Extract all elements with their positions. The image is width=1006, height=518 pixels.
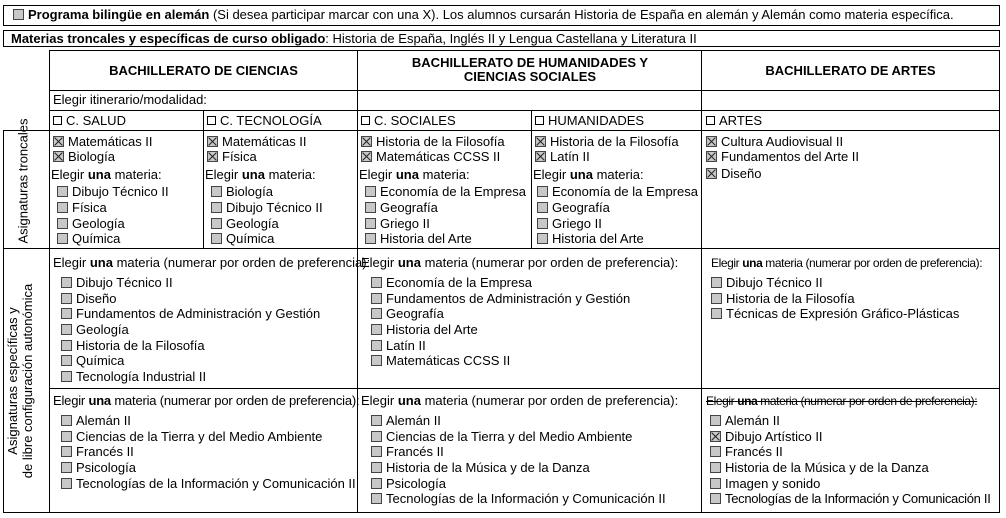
modalidad-label: HUMANIDADES xyxy=(548,113,645,128)
header-artes: BACHILLERATO DE ARTES xyxy=(765,63,936,78)
choose-label: Elegir una materia: xyxy=(205,167,316,182)
option-label: Psicología xyxy=(76,460,136,475)
mandatory-list: : Historia de España, Inglés II y Lengua Castellana y Literatura II xyxy=(325,31,697,46)
side-label-text: Asignaturas troncales xyxy=(15,118,31,244)
checked-box-icon xyxy=(361,136,372,147)
option-checkbox[interactable] xyxy=(537,218,548,229)
header-ciencias: BACHILLERATO DE CIENCIAS xyxy=(109,63,298,78)
fixed-subject xyxy=(361,150,500,164)
choose-label: Elegir una materia (numerar por orden de preferencia): xyxy=(361,255,679,270)
option-label: Tecnología Industrial II xyxy=(76,369,207,384)
option-checkbox[interactable] xyxy=(371,431,382,442)
option-checkbox[interactable] xyxy=(211,233,222,244)
option-item[interactable] xyxy=(371,445,444,459)
subject-label: Matemáticas II xyxy=(68,134,153,149)
checked-box-icon xyxy=(706,151,717,162)
bilingual-title: Programa bilingüe en alemán xyxy=(28,7,210,22)
subject-label: Matemáticas II xyxy=(222,134,307,149)
modalidad-sociales[interactable] xyxy=(361,114,456,128)
option-checkbox[interactable] xyxy=(371,277,382,288)
fixed-subject xyxy=(53,150,115,164)
subject-label: Latín II xyxy=(550,149,590,164)
option-label: Diseño xyxy=(76,291,117,306)
option-item[interactable] xyxy=(61,307,320,321)
option-label: Historia de la Música y de la Danza xyxy=(725,460,929,475)
option-label: Economía de la Empresa xyxy=(380,184,526,199)
option-item[interactable] xyxy=(711,292,855,306)
option-item[interactable] xyxy=(371,276,532,290)
option-label: Imagen y sonido xyxy=(725,476,821,491)
modalidad-label: C. SALUD xyxy=(66,113,126,128)
option-checkbox[interactable] xyxy=(211,202,222,213)
checked-box-icon xyxy=(706,136,717,147)
itinerario-label: Elegir itinerario/modalidad: xyxy=(53,92,207,107)
modalidad-tecnologia[interactable] xyxy=(207,114,322,128)
option-checkbox[interactable] xyxy=(365,218,376,229)
option-label: Geografía xyxy=(552,200,610,215)
option-label: Economía de la Empresa xyxy=(552,185,698,199)
option-checkbox[interactable] xyxy=(371,478,382,489)
option-checkbox[interactable] xyxy=(61,324,72,335)
subject-label: Historia de la Filosofía xyxy=(550,134,679,149)
option-item[interactable] xyxy=(371,461,590,475)
option-label: Alemán II xyxy=(76,413,131,428)
checked-box-icon xyxy=(53,151,64,162)
option-checkbox[interactable] xyxy=(57,186,68,197)
option-checkbox[interactable] xyxy=(365,202,376,213)
option-checkbox[interactable] xyxy=(61,355,72,366)
option-label: Química xyxy=(226,231,275,246)
mandatory-title: Materias troncales y específicas de curso obligado xyxy=(11,31,326,46)
option-checkbox[interactable] xyxy=(371,355,382,366)
side-label-especificas xyxy=(5,256,37,506)
option-item[interactable] xyxy=(61,354,124,368)
option-label: Biología xyxy=(226,184,273,199)
option-item[interactable] xyxy=(365,217,430,231)
checked-box-icon xyxy=(207,151,218,162)
fixed-subject xyxy=(706,150,859,164)
option-checkbox[interactable] xyxy=(57,233,68,244)
option-item[interactable] xyxy=(371,323,478,337)
option-checkbox[interactable] xyxy=(61,371,72,382)
option-checkbox[interactable] xyxy=(710,462,721,473)
side-label-troncales xyxy=(15,118,31,244)
fixed-subject xyxy=(706,135,843,149)
subject-label: Historia de la Filosofía xyxy=(376,134,505,149)
option-label: Economía de la Empresa xyxy=(386,275,532,290)
option-checkbox[interactable] xyxy=(371,462,382,473)
option-label: Tecnologías de la Información y Comunicación II xyxy=(386,491,666,506)
option-checkbox[interactable] xyxy=(365,233,376,244)
option-item[interactable] xyxy=(710,414,780,428)
option-item[interactable] xyxy=(537,217,602,231)
option-item[interactable] xyxy=(61,445,134,459)
option-checkbox[interactable] xyxy=(371,415,382,426)
fixed-subject xyxy=(706,167,761,181)
choose-label: Elegir una materia (numerar por orden de preferencia): xyxy=(53,393,360,408)
option-label: Física xyxy=(72,200,107,215)
checked-box-icon[interactable] xyxy=(710,431,721,442)
fixed-subject xyxy=(207,135,307,149)
salud-checkbox[interactable] xyxy=(53,116,62,125)
option-item[interactable] xyxy=(710,492,998,506)
option-item[interactable] xyxy=(537,201,610,215)
option-item[interactable] xyxy=(711,276,823,290)
option-item[interactable] xyxy=(371,339,426,353)
artes-checkbox[interactable] xyxy=(706,116,715,125)
option-label: Psicología xyxy=(386,476,446,491)
subject-label: Cultura Audiovisual II xyxy=(721,134,844,149)
option-item[interactable] xyxy=(61,461,136,475)
choose-label-struck: Elegir una materia (numerar por orden de preferencia): xyxy=(706,394,978,408)
option-item[interactable] xyxy=(57,201,107,215)
option-item[interactable] xyxy=(57,232,120,246)
humanidades-checkbox[interactable] xyxy=(535,116,544,125)
modalidad-humanidades[interactable] xyxy=(535,114,644,128)
fixed-subject xyxy=(361,135,505,149)
option-checkbox[interactable] xyxy=(57,218,68,229)
option-label: Geografía xyxy=(380,200,438,215)
option-item[interactable] xyxy=(537,185,701,199)
option-item[interactable] xyxy=(61,276,173,290)
option-item[interactable] xyxy=(371,430,632,444)
option-checkbox[interactable] xyxy=(537,186,548,197)
option-item[interactable] xyxy=(365,232,472,246)
option-label: Dibujo Técnico II xyxy=(72,184,169,199)
option-item[interactable] xyxy=(537,232,644,246)
option-item[interactable] xyxy=(61,414,131,428)
choose-label: Elegir una materia (numerar por orden de preferencia): xyxy=(53,255,371,270)
option-label: Tecnologías de la Información y Comunicación II xyxy=(76,477,356,491)
option-label: Historia de la Filosofía xyxy=(726,291,855,306)
option-item[interactable] xyxy=(61,323,129,337)
option-checkbox[interactable] xyxy=(537,202,548,213)
option-item-checked[interactable] xyxy=(710,430,823,444)
option-item[interactable] xyxy=(371,492,666,506)
option-item[interactable] xyxy=(61,477,356,491)
checked-box-icon xyxy=(53,136,64,147)
option-checkbox[interactable] xyxy=(371,446,382,457)
option-item[interactable] xyxy=(371,307,444,321)
option-label: Geología xyxy=(76,322,129,337)
option-label: Latín II xyxy=(386,338,426,353)
option-item[interactable] xyxy=(710,445,783,459)
option-label: Francés II xyxy=(386,444,444,459)
modalidad-artes[interactable] xyxy=(706,114,762,128)
option-checkbox[interactable] xyxy=(61,308,72,319)
checked-box-icon xyxy=(535,151,546,162)
checked-box-icon xyxy=(706,168,717,179)
sociales-checkbox[interactable] xyxy=(361,116,370,125)
option-item[interactable] xyxy=(365,185,526,199)
header-humanidades: BACHILLERATO DE HUMANIDADES Y CIENCIAS SOCIALES xyxy=(411,55,649,84)
option-checkbox[interactable] xyxy=(710,478,721,489)
option-item[interactable] xyxy=(371,414,441,428)
modalidad-label: C. SOCIALES xyxy=(374,113,456,128)
option-item[interactable] xyxy=(211,217,279,231)
option-checkbox[interactable] xyxy=(61,446,72,457)
option-checkbox[interactable] xyxy=(61,277,72,288)
option-label: Historia del Arte xyxy=(386,322,478,337)
choose-label: Elegir una materia (numerar por orden de preferencia): xyxy=(361,393,679,408)
fixed-subject xyxy=(535,150,590,164)
option-label: Geografía xyxy=(386,306,444,321)
option-label: Química xyxy=(72,231,121,246)
option-item[interactable] xyxy=(211,232,274,246)
option-label: Matemáticas CCSS II xyxy=(386,353,511,368)
option-label: Geología xyxy=(72,216,125,231)
modalidad-salud[interactable] xyxy=(53,114,126,128)
option-checkbox[interactable] xyxy=(61,415,72,426)
checked-box-icon xyxy=(361,151,372,162)
side-label-line1: Asignaturas específicas y xyxy=(5,307,20,455)
option-label: Geología xyxy=(226,216,279,231)
modalidad-label: C. TECNOLOGÍA xyxy=(220,113,322,128)
option-checkbox[interactable] xyxy=(211,186,222,197)
option-checkbox[interactable] xyxy=(711,293,722,304)
subject-label: Física xyxy=(222,149,257,164)
option-label: Historia de la Música y de la Danza xyxy=(386,460,590,475)
option-item[interactable] xyxy=(61,430,322,444)
subject-label: Diseño xyxy=(721,166,762,181)
option-checkbox[interactable] xyxy=(365,186,376,197)
choose-label: Elegir una materia: xyxy=(359,167,470,182)
option-label: Francés II xyxy=(76,444,134,459)
option-checkbox[interactable] xyxy=(710,415,721,426)
option-label: Dibujo Artístico II xyxy=(725,429,823,444)
option-label: Ciencias de la Tierra y del Medio Ambiente xyxy=(386,429,633,444)
option-checkbox[interactable] xyxy=(61,462,72,473)
option-item[interactable] xyxy=(365,201,438,215)
choose-label: Elegir una materia (numerar por orden de preferencia): xyxy=(711,256,983,270)
option-item[interactable] xyxy=(61,370,206,384)
option-checkbox[interactable] xyxy=(371,324,382,335)
option-item[interactable] xyxy=(211,185,273,199)
option-label: Ciencias de la Tierra y del Medio Ambiente xyxy=(76,429,323,444)
option-checkbox[interactable] xyxy=(710,493,721,504)
option-label: Fundamentos de Administración y Gestión xyxy=(386,291,631,306)
option-item[interactable] xyxy=(710,477,820,491)
option-item[interactable] xyxy=(371,477,446,491)
option-checkbox[interactable] xyxy=(710,446,721,457)
option-label: Griego II xyxy=(552,216,602,231)
option-item[interactable] xyxy=(61,292,116,306)
option-item[interactable] xyxy=(371,354,510,368)
option-label: Historia del Arte xyxy=(552,231,644,246)
option-item[interactable] xyxy=(711,307,959,321)
option-item[interactable] xyxy=(57,217,125,231)
option-item[interactable] xyxy=(211,201,323,215)
option-checkbox[interactable] xyxy=(61,478,72,489)
option-checkbox[interactable] xyxy=(371,493,382,504)
option-label: Dibujo Técnico II xyxy=(76,275,173,290)
option-checkbox[interactable] xyxy=(711,277,722,288)
option-item[interactable] xyxy=(61,339,205,353)
option-label: Alemán II xyxy=(725,413,780,428)
option-checkbox[interactable] xyxy=(371,293,382,304)
option-checkbox[interactable] xyxy=(537,233,548,244)
option-label: Dibujo Técnico II xyxy=(226,200,323,215)
option-checkbox[interactable] xyxy=(57,202,68,213)
checked-box-icon xyxy=(535,136,546,147)
option-checkbox[interactable] xyxy=(371,340,382,351)
option-item[interactable] xyxy=(57,185,169,199)
tecnologia-checkbox[interactable] xyxy=(207,116,216,125)
option-label: Historia del Arte xyxy=(380,231,472,246)
option-label: Griego II xyxy=(380,216,430,231)
option-label: Historia de la Filosofía xyxy=(76,338,205,353)
option-label: Francés II xyxy=(725,444,783,459)
fixed-subject xyxy=(535,135,679,149)
bilingual-description: (Si desea participar marcar con una X). Los alumnos cursarán Historia de España en alemán y Alemán como materia específica. xyxy=(209,7,954,22)
option-checkbox[interactable] xyxy=(711,308,722,319)
option-label: Alemán II xyxy=(386,413,441,428)
modalidad-label: ARTES xyxy=(719,113,763,128)
option-checkbox[interactable] xyxy=(61,293,72,304)
option-checkbox[interactable] xyxy=(61,431,72,442)
option-label: Dibujo Técnico II xyxy=(726,275,823,290)
option-label: Química xyxy=(76,353,125,368)
option-checkbox[interactable] xyxy=(211,218,222,229)
fixed-subject xyxy=(207,150,257,164)
option-label: Fundamentos de Administración y Gestión xyxy=(76,306,321,321)
fixed-subject xyxy=(53,135,153,149)
side-label-line2: de libre configuración autonómica xyxy=(20,283,35,479)
option-checkbox[interactable] xyxy=(61,340,72,351)
choose-label: Elegir una materia: xyxy=(51,167,162,182)
option-item[interactable] xyxy=(371,292,630,306)
option-label: Tecnologías de la Información y Comunicación II xyxy=(725,492,991,506)
subject-label: Matemáticas CCSS II xyxy=(376,149,501,164)
option-item[interactable] xyxy=(710,461,929,475)
choose-label: Elegir una materia: xyxy=(533,167,644,182)
option-label: Técnicas de Expresión Gráfico-Plásticas xyxy=(726,306,960,321)
subject-label: Fundamentos del Arte II xyxy=(721,149,860,164)
option-checkbox[interactable] xyxy=(371,308,382,319)
subject-label: Biología xyxy=(68,149,115,164)
checked-box-icon xyxy=(207,136,218,147)
